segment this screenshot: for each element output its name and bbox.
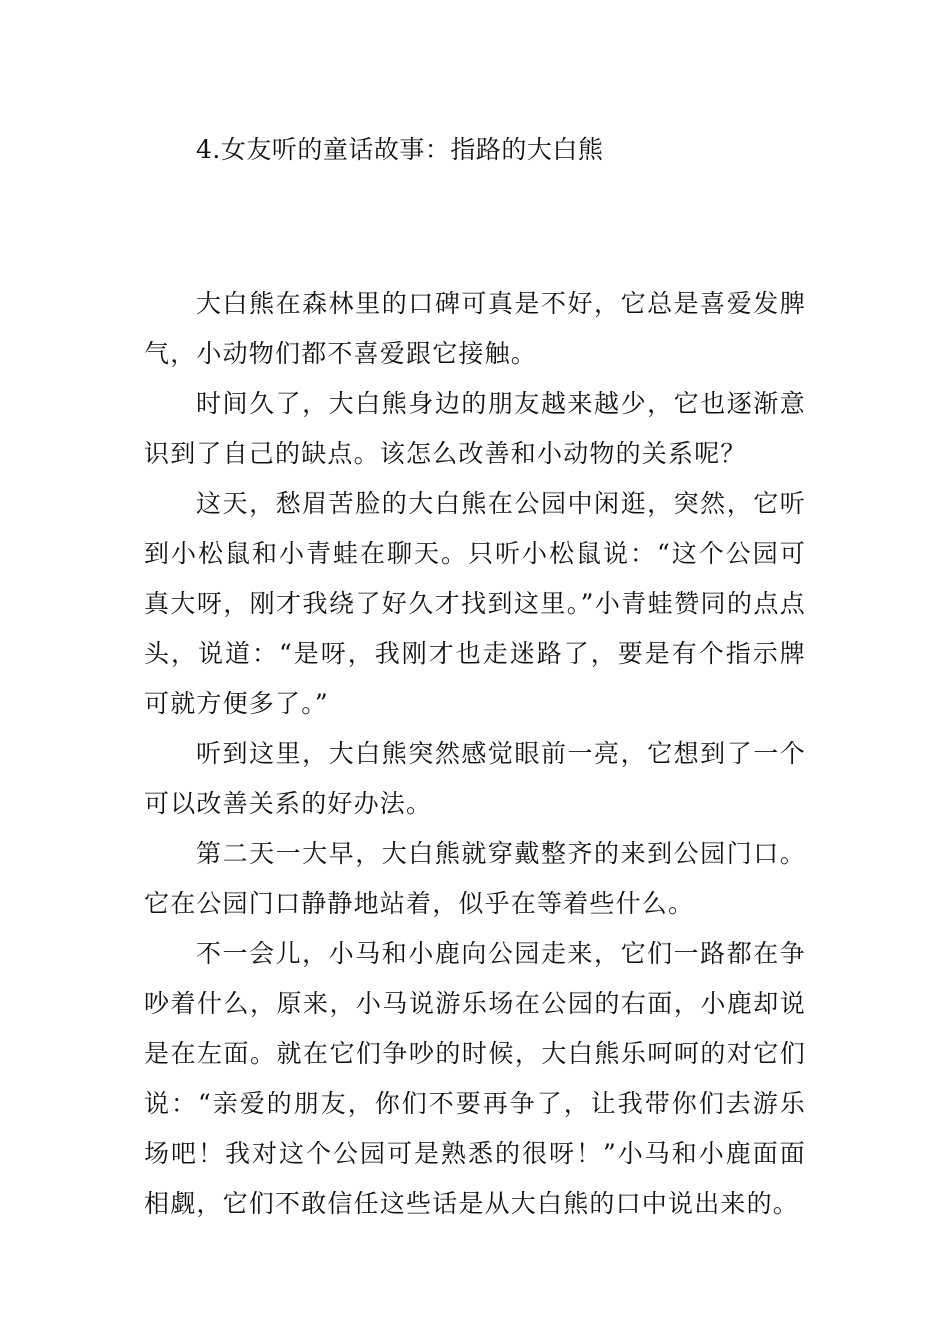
document-body — [144, 279, 806, 1229]
paragraph: 第二天一大早，大白熊就穿戴整齐的来到公园门口。它在公园门口静静地站着，似乎在等着些什么。 — [144, 839, 806, 918]
paragraph: 听到这里，大白熊突然感觉眼前一亮，它想到了一个可以改善关系的好办法。 — [144, 739, 806, 818]
paragraph: 时间久了，大白熊身边的朋友越来越少，它也逐渐意识到了自己的缺点。该怎么改善和小动物的关系呢？ — [144, 389, 806, 468]
paragraph: 大白熊在森林里的口碑可真是不好，它总是喜爱发脾气，小动物们都不喜爱跟它接触。 — [144, 289, 806, 368]
paragraph: 这天，愁眉苦脸的大白熊在公园中闲逛，突然，它听到小松鼠和小青蛙在聊天。只听小松鼠说：“这个公园可真大呀，刚才我绕了好久才找到这里。”小青蛙赞同的点点头，说道：“是呀，我刚才也走迷路了，要是有个指示牌可就方便多了。” — [144, 489, 806, 718]
document-title: 4.女友听的童话故事：指路的大白熊 — [196, 135, 604, 164]
paragraph: 不一会儿，小马和小鹿向公园走来，它们一路都在争吵着什么，原来，小马说游乐场在公园的右面，小鹿却说是在左面。就在它们争吵的时候，大白熊乐呵呵的对它们说：“亲爱的朋友，你们不要再争了，让我带你们去游乐场吧！我对这个公园可是熟悉的很呀！”小马和小鹿面面相觑，它们不敢信任这些话是从大白熊的口中说出来的。 — [144, 939, 806, 1218]
